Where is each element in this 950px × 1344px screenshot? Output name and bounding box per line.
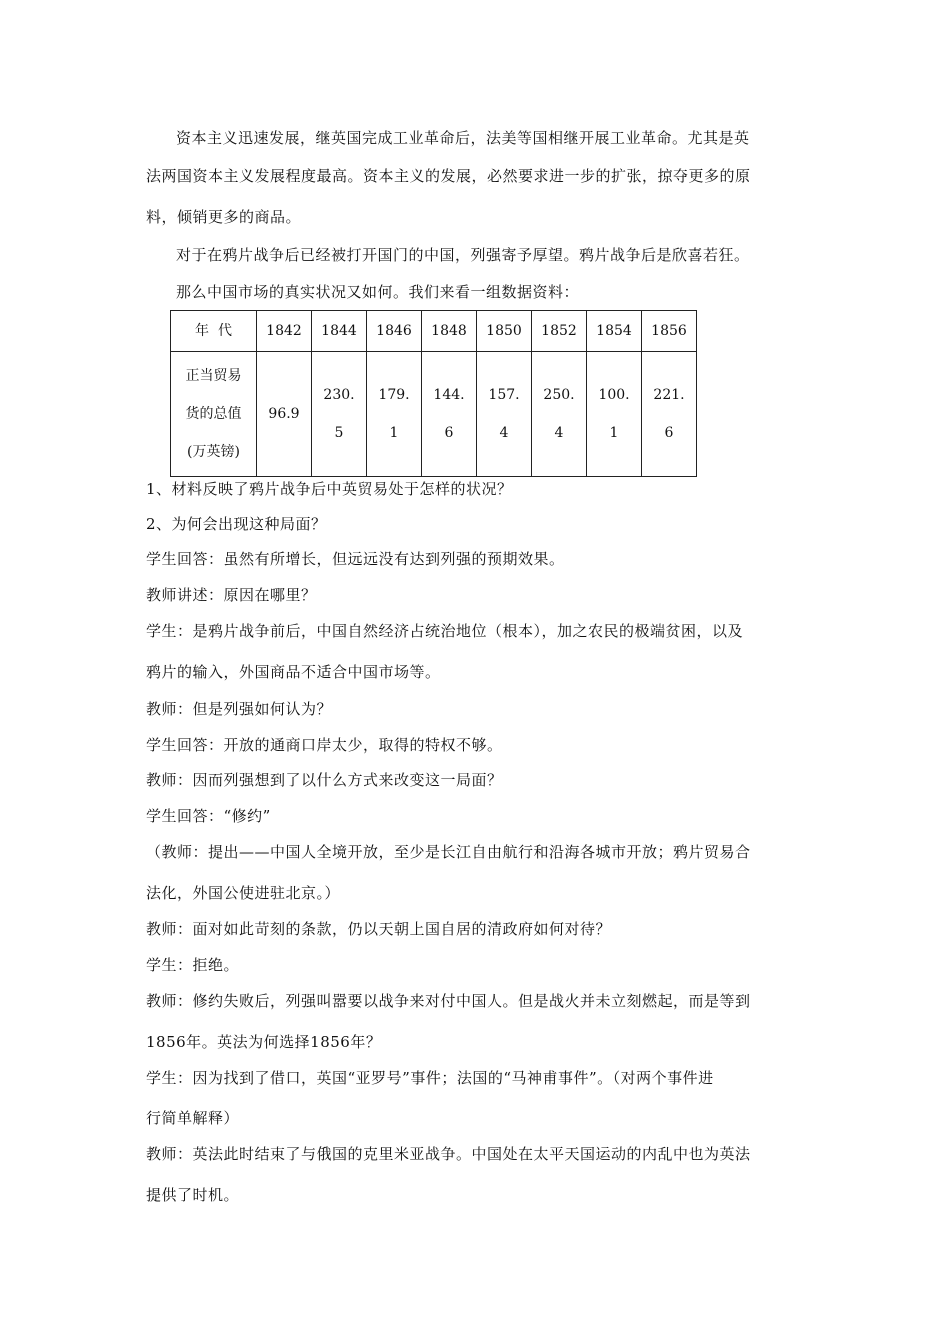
dialogue-line: 学生：拒绝。 (146, 956, 240, 974)
value-text: 4 (499, 425, 509, 441)
value-text: 1 (389, 425, 399, 441)
year-cell: 1852 (532, 311, 587, 352)
value-cell (587, 352, 642, 477)
value-cell (312, 352, 367, 477)
year-cell: 1844 (312, 311, 367, 352)
dialogue-line: 学生回答：“修约” (146, 807, 271, 825)
table-header-row (171, 311, 697, 352)
year-cell: 1850 (477, 311, 532, 352)
dialogue-line: 学生：因为找到了借口，英国“亚罗号”事件；法国的“马神甫事件”。（对两个事件进 (146, 1069, 714, 1087)
table-row (171, 352, 697, 477)
paragraph-line: 法两国资本主义发展程度最高。资本主义的发展，必然要求进一步的扩张，掠夺更多的原 (146, 167, 751, 185)
row-label-line: 货的总值 (185, 406, 242, 422)
dialogue-line: 法化，外国公使进驻北京。） (146, 884, 341, 902)
trade-data-table (170, 310, 697, 477)
year-cell: 1856 (642, 311, 697, 352)
value-text: 230. (323, 387, 355, 403)
value-text: 250. (543, 387, 575, 403)
dialogue-line: （教师：提出——中国人全境开放，至少是长江自由航行和沿海各城市开放；鸦片贸易合 (146, 843, 751, 861)
dialogue-line: 教师：因而列强想到了以什么方式来改变这一局面？ (146, 771, 503, 789)
value-text: 96.9 (268, 406, 300, 422)
paragraph-line: 那么中国市场的真实状况又如何。我们来看一组数据资料： (176, 283, 580, 301)
value-cell (422, 352, 477, 477)
row-label-line: 正当贸易 (185, 368, 242, 384)
year-cell: 1842 (257, 311, 312, 352)
value-cell (642, 352, 697, 477)
paragraph-line: 对于在鸦片战争后已经被打开国门的中国，列强寄予厚望。鸦片战争后是欣喜若狂。 (176, 246, 750, 264)
value-cell (532, 352, 587, 477)
year-cell: 1854 (587, 311, 642, 352)
value-text: 1 (609, 425, 619, 441)
value-text: 4 (554, 425, 564, 441)
value-text: 221. (653, 387, 685, 403)
question-line: 2、为何会出现这种局面？ (146, 515, 327, 533)
value-cell (477, 352, 532, 477)
dialogue-line: 教师：修约失败后，列强叫嚣要以战争来对付中国人。但是战火并未立刻燃起，而是等到 (146, 992, 751, 1010)
dialogue-line: 学生：是鸦片战争前后，中国自然经济占统治地位（根本），加之农民的极端贫困，以及 (146, 622, 744, 640)
dialogue-line: 教师：但是列强如何认为？ (146, 700, 333, 718)
dialogue-line: 教师：面对如此苛刻的条款，仍以天朝上国自居的清政府如何对待？ (146, 920, 612, 938)
paragraph-line: 料，倾销更多的商品。 (146, 208, 302, 226)
dialogue-line: 教师：英法此时结束了与俄国的克里米亚战争。中国处在太平天国运动的内乱中也为英法 (146, 1145, 751, 1163)
dialogue-line: 学生回答：虽然有所增长，但远远没有达到列强的预期效果。 (146, 550, 565, 568)
paragraph-line: 资本主义迅速发展，继英国完成工业革命后，法美等国相继开展工业革命。尤其是英 (176, 129, 750, 147)
row-label-line: (万英镑) (187, 444, 240, 460)
value-text: 157. (488, 387, 520, 403)
value-text: 6 (444, 425, 454, 441)
dialogue-line: 1856年。英法为何选择1856年？ (146, 1033, 382, 1051)
value-text: 5 (334, 425, 344, 441)
row-label-cell (171, 352, 257, 477)
value-text: 6 (664, 425, 674, 441)
dialogue-line: 鸦片的输入，外国商品不适合中国市场等。 (146, 663, 441, 681)
year-cell: 1846 (367, 311, 422, 352)
value-text: 100. (598, 387, 630, 403)
dialogue-line: 提供了时机。 (146, 1186, 240, 1204)
question-line: 1、材料反映了鸦片战争后中英贸易处于怎样的状况？ (146, 480, 513, 498)
dialogue-line: 教师讲述：原因在哪里？ (146, 586, 317, 604)
dialogue-line: 学生回答：开放的通商口岸太少，取得的特权不够。 (146, 736, 503, 754)
value-cell (257, 352, 312, 477)
value-text: 144. (433, 387, 465, 403)
dialogue-line: 行简单解释） (146, 1109, 240, 1127)
year-cell: 1848 (422, 311, 477, 352)
year-header-cell: 年 代 (171, 311, 257, 352)
value-text: 179. (378, 387, 410, 403)
value-cell (367, 352, 422, 477)
